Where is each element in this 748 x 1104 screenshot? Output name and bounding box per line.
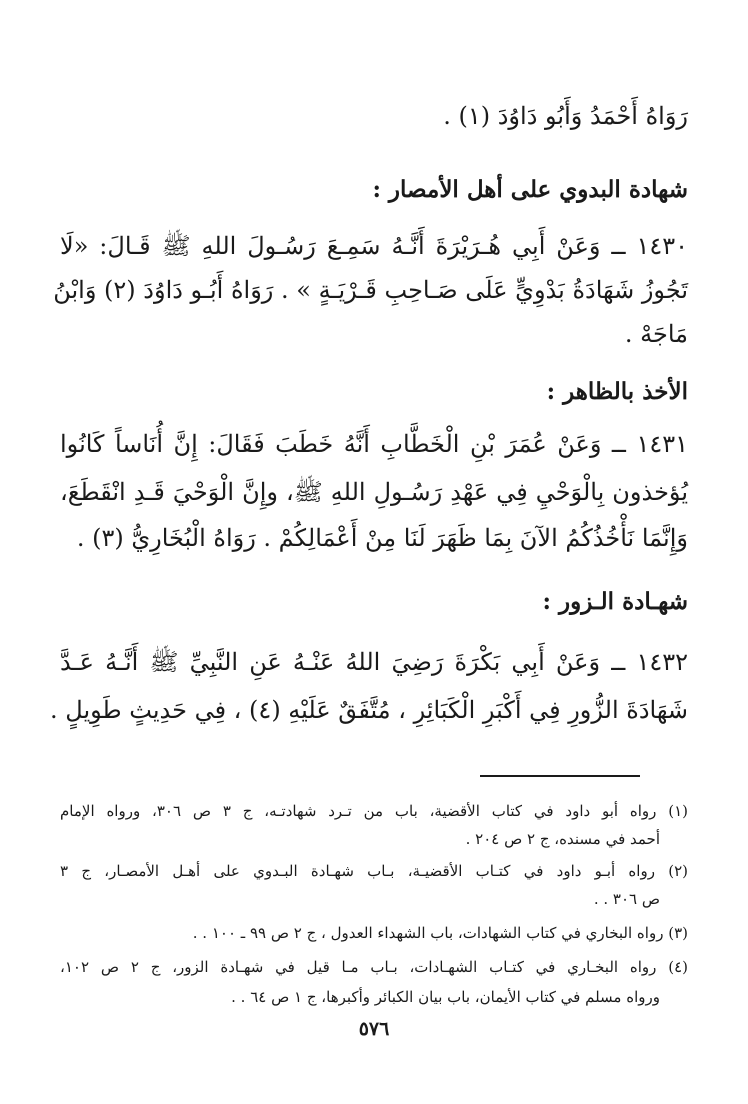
- footnote-separator: [480, 775, 640, 777]
- footnote-line: ورواه مسلم في كتاب الأيمان، باب بيان الكبائر وأكبرها، ج ١ ص ٦٤ . .: [231, 988, 660, 1006]
- text-line: ١٤٣٠ ــ وَعَنْ أَبِي هُـرَيْرَةَ أَنَّـهُ سَمِـعَ رَسُـولَ اللهِ ﷺ قَـالَ: «لَا: [60, 232, 688, 260]
- footnote-line: (٤) رواه البخـاري في كتـاب الشهـادات، بـاب مـا قيل في شهـادة الزور، ج ٢ ص ١٠٢،: [60, 958, 689, 976]
- footnote-line: أحمد في مسنده، ج ٢ ص ٢٠٤ .: [465, 830, 660, 848]
- text-line: تَجُوزُ شَهَادَةُ بَدْوِيٍّ عَلَى صَـاحِبِ قَـرْيَـةٍ » . رَوَاهُ أَبُـو دَاوُدَ (٢) وَابْنُ: [53, 276, 688, 304]
- section-heading: الأخذ بالظاهر :: [546, 378, 688, 405]
- text-line: شَهَادَةَ الزُّورِ فِي أَكْبَرِ الْكَبَائِرِ ، مُتَّفَقٌ عَلَيْهِ (٤) ، فِي حَدِيثٍ طَوِيلٍ .: [50, 696, 688, 724]
- section-heading: شهـادة الـزور :: [542, 588, 688, 615]
- section-heading: شهادة البدوي على أهل الأمصار :: [372, 176, 688, 203]
- footnote-line: (٢) رواه أبـو داود في كتـاب الأقضيـة، بـاب شهـادة البـدوي على أهـل الأمصـار، ج ٣: [60, 862, 688, 880]
- footnote-line: ص ٣٠٦ . .: [593, 890, 660, 908]
- text-line: رَوَاهُ أَحْمَدُ وَأَبُو دَاوُدَ (١) .: [443, 102, 688, 130]
- text-line: مَاجَهْ .: [624, 320, 688, 348]
- text-line: ١٤٣١ ــ وَعَنْ عُمَرَ بْنِ الْخَطَّابِ أَنَّهُ خَطَبَ فَقَالَ: إِنَّ أُنَاساً كَانُوا: [60, 430, 688, 458]
- footnote-line: (١) رواه أبو داود في كتاب الأقضية، باب من تـرد شهادتـه، ج ٣ ص ٣٠٦، ورواه الإمام: [60, 802, 689, 820]
- text-line: يُؤخذون بِالْوَحْيِ فِي عَهْدِ رَسُـولِ اللهِ ﷺ، وإِنَّ الْوَحْيَ قَـدِ انْقَطَعَ،: [60, 478, 688, 506]
- page-number: ٥٧٦: [358, 1018, 390, 1040]
- text-line: وَإِنَّمَا نَأْخُذُكُمُ الآنَ بِمَا ظَهَرَ لَنَا مِنْ أَعْمَالِكُمْ . رَوَاهُ الْبُخَارِيُّ (٣) .: [76, 524, 688, 552]
- footnote-line: (٣) رواه البخاري في كتاب الشهادات، باب الشهداء العدول ، ج ٢ ص ٩٩ ـ ١٠٠ . .: [192, 924, 688, 942]
- text-line: ١٤٣٢ ــ وَعَنْ أَبِي بَكْرَةَ رَضِيَ اللهُ عَنْـهُ عَنِ النَّبِيِّ ﷺ أَنَّـهُ عَـدَّ: [60, 648, 688, 676]
